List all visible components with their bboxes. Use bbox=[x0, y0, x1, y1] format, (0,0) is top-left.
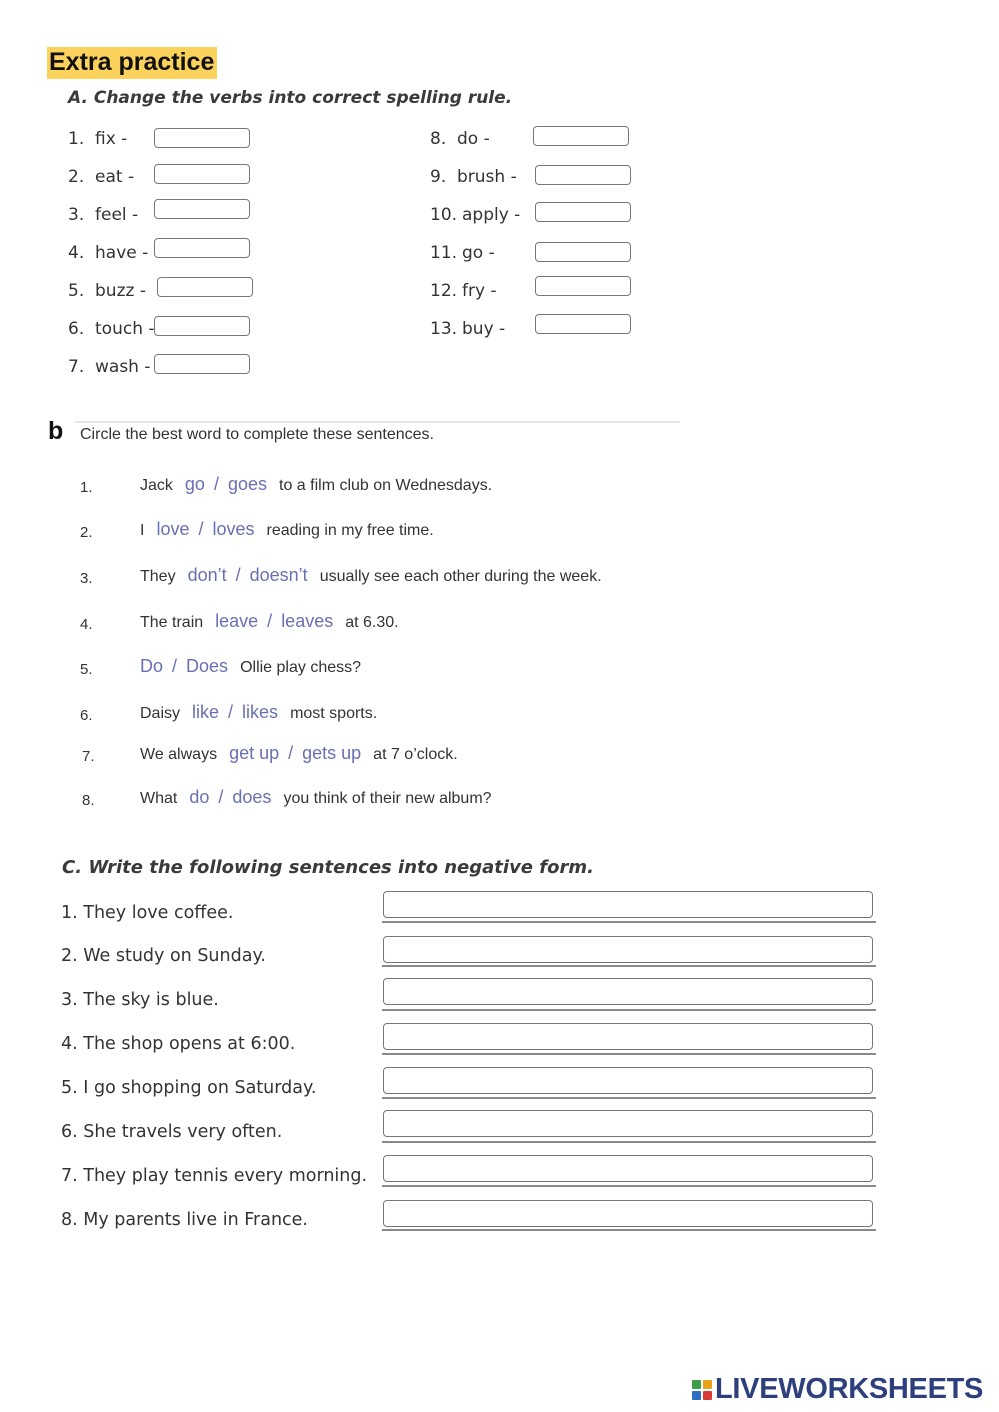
answer-box-fix[interactable] bbox=[154, 128, 250, 148]
option-2[interactable]: goes bbox=[227, 474, 267, 494]
answer-box-eat[interactable] bbox=[154, 164, 250, 184]
logo-text: LIVEWORKSHEETS bbox=[715, 1373, 984, 1405]
item-number: 1. bbox=[68, 129, 85, 149]
verb-word: do - bbox=[457, 129, 490, 149]
item-number: 2. bbox=[80, 524, 93, 541]
negative-sentence: 1. They love coffee. bbox=[61, 903, 234, 923]
verb-item bbox=[430, 167, 517, 187]
verb-item bbox=[430, 319, 505, 339]
choice-sentence: What do / does you think of their new album? bbox=[140, 787, 492, 807]
section-divider bbox=[75, 421, 680, 423]
item-number: 1. bbox=[80, 479, 93, 496]
option-2[interactable]: leaves bbox=[281, 611, 334, 631]
answer-underline bbox=[382, 1053, 876, 1055]
item-number: 8. bbox=[430, 129, 447, 149]
item-number: 11. bbox=[430, 243, 458, 263]
liveworksheets-logo bbox=[692, 1373, 983, 1406]
option-1[interactable]: love bbox=[156, 519, 190, 539]
verb-item bbox=[430, 243, 495, 263]
option-1[interactable]: like bbox=[192, 702, 220, 722]
section-b-instruction: Circle the best word to complete these sentences. bbox=[80, 426, 434, 443]
verb-word: have - bbox=[95, 243, 149, 263]
item-number: 9. bbox=[430, 167, 447, 187]
item-number: 6. bbox=[80, 707, 93, 724]
answer-box-buzz[interactable] bbox=[157, 277, 253, 297]
sentence-end: most sports. bbox=[290, 705, 378, 722]
option-1[interactable]: don’t bbox=[187, 565, 227, 585]
logo-square bbox=[692, 1391, 701, 1400]
verb-item bbox=[430, 205, 520, 225]
option-2[interactable]: likes bbox=[242, 702, 279, 722]
answer-box-do[interactable] bbox=[533, 126, 629, 146]
answer-box-wash[interactable] bbox=[154, 354, 250, 374]
item-number: 5. bbox=[80, 661, 93, 678]
item-number: 7. bbox=[68, 357, 85, 377]
logo-square bbox=[692, 1380, 701, 1389]
negative-answer-box[interactable] bbox=[383, 1023, 873, 1050]
choice-sentence: Jack go / goes to a film club on Wednesdays. bbox=[140, 474, 493, 494]
verb-word: go - bbox=[462, 243, 495, 263]
verb-word: fry - bbox=[462, 281, 497, 301]
answer-box-brush[interactable] bbox=[535, 165, 631, 185]
verb-item bbox=[68, 319, 155, 339]
verb-word: touch - bbox=[95, 319, 155, 339]
section-a-heading: A. Change the verbs into correct spelling rule. bbox=[68, 88, 513, 108]
answer-box-apply[interactable] bbox=[535, 202, 631, 222]
verb-word: fix - bbox=[95, 129, 128, 149]
negative-sentence: 5. I go shopping on Saturday. bbox=[61, 1078, 317, 1098]
verb-item bbox=[68, 357, 151, 377]
section-c-heading: C. Write the following sentences into negative form. bbox=[62, 857, 594, 878]
verb-item bbox=[430, 281, 497, 301]
section-b-letter: b bbox=[48, 417, 64, 445]
answer-box-fry[interactable] bbox=[535, 276, 631, 296]
choice-sentence: The train leave / leaves at 6.30. bbox=[140, 611, 399, 631]
verb-word: feel - bbox=[95, 205, 139, 225]
option-1[interactable]: leave bbox=[215, 611, 259, 631]
item-number: 8. bbox=[82, 792, 95, 809]
sentence-end: reading in my free time. bbox=[266, 522, 434, 539]
item-number: 6. bbox=[68, 319, 85, 339]
answer-box-feel[interactable] bbox=[154, 199, 250, 219]
option-1[interactable]: get up bbox=[229, 743, 280, 763]
verb-item bbox=[68, 205, 138, 225]
negative-sentence: 4. The shop opens at 6:00. bbox=[61, 1034, 296, 1054]
answer-box-touch[interactable] bbox=[154, 316, 250, 336]
sentence-end: Ollie play chess? bbox=[240, 659, 362, 676]
logo-square bbox=[703, 1380, 712, 1389]
negative-sentence: 6. She travels very often. bbox=[61, 1122, 283, 1142]
item-number: 7. bbox=[82, 748, 95, 765]
answer-underline bbox=[382, 1009, 876, 1011]
choice-sentence: Daisy like / likes most sports. bbox=[140, 702, 378, 722]
answer-underline bbox=[382, 921, 876, 923]
answer-box-go[interactable] bbox=[535, 242, 631, 262]
answer-underline bbox=[382, 1097, 876, 1099]
negative-answer-box[interactable] bbox=[383, 978, 873, 1005]
logo-icon bbox=[692, 1380, 712, 1400]
negative-sentence: 3. The sky is blue. bbox=[61, 990, 219, 1010]
item-number: 3. bbox=[80, 570, 93, 587]
negative-answer-box[interactable] bbox=[383, 936, 873, 963]
negative-answer-box[interactable] bbox=[383, 1067, 873, 1094]
option-2[interactable]: loves bbox=[212, 519, 255, 539]
verb-item bbox=[430, 129, 490, 149]
verb-word: wash - bbox=[95, 357, 151, 377]
negative-sentence: 7. They play tennis every morning. bbox=[61, 1166, 368, 1186]
sentence-start: The train bbox=[140, 614, 204, 631]
option-1[interactable]: Do bbox=[140, 656, 164, 676]
choice-sentence: We always get up / gets up at 7 o’clock. bbox=[140, 743, 458, 763]
item-number: 2. bbox=[68, 167, 85, 187]
item-number: 5. bbox=[68, 281, 85, 301]
option-2[interactable]: gets up bbox=[302, 743, 362, 763]
option-2[interactable]: doesn’t bbox=[249, 565, 308, 585]
sentence-end: usually see each other during the week. bbox=[319, 568, 602, 585]
logo-square bbox=[703, 1391, 712, 1400]
option-2[interactable]: does bbox=[232, 787, 272, 807]
item-number: 3. bbox=[68, 205, 85, 225]
negative-sentence: 8. My parents live in France. bbox=[61, 1210, 308, 1230]
item-number: 12. bbox=[430, 281, 458, 301]
negative-answer-box[interactable] bbox=[383, 1200, 873, 1227]
choice-sentence: They don’t / doesn’t usually see each other during the week. bbox=[140, 565, 602, 585]
sentence-end: to a film club on Wednesdays. bbox=[279, 477, 493, 494]
verb-word: eat - bbox=[95, 167, 135, 187]
negative-answer-box[interactable] bbox=[383, 1110, 873, 1137]
choice-sentence: I love / loves reading in my free time. bbox=[140, 519, 434, 539]
sentence-start: Jack bbox=[140, 477, 173, 494]
sentence-start: What bbox=[140, 790, 178, 807]
verb-item bbox=[68, 243, 148, 263]
verb-item bbox=[68, 167, 134, 187]
answer-underline bbox=[382, 965, 876, 967]
answer-box-have[interactable] bbox=[154, 238, 250, 258]
item-number: 10. bbox=[430, 205, 458, 225]
option-1[interactable]: go bbox=[184, 474, 205, 494]
verb-word: buzz - bbox=[95, 281, 146, 301]
answer-underline bbox=[382, 1229, 876, 1231]
choice-sentence: Do / Does Ollie play chess? bbox=[140, 656, 362, 676]
verb-word: apply - bbox=[462, 205, 521, 225]
verb-item bbox=[68, 129, 127, 149]
item-number: 4. bbox=[80, 616, 93, 633]
verb-item bbox=[68, 281, 146, 301]
option-2[interactable]: Does bbox=[186, 656, 229, 676]
sentence-start: We always bbox=[140, 746, 218, 763]
sentence-end: at 6.30. bbox=[345, 614, 399, 631]
option-1[interactable]: do bbox=[189, 787, 210, 807]
item-number: 13. bbox=[430, 319, 458, 339]
answer-underline bbox=[382, 1141, 876, 1143]
sentence-start: They bbox=[140, 568, 176, 585]
negative-answer-box[interactable] bbox=[383, 1155, 873, 1182]
answer-box-buy[interactable] bbox=[535, 314, 631, 334]
page-title: Extra practice bbox=[47, 47, 217, 79]
sentence-end: at 7 o’clock. bbox=[373, 746, 458, 763]
negative-answer-box[interactable] bbox=[383, 891, 873, 918]
verb-word: brush - bbox=[457, 167, 517, 187]
sentence-start: I bbox=[140, 522, 145, 539]
item-number: 4. bbox=[68, 243, 85, 263]
verb-word: buy - bbox=[462, 319, 506, 339]
answer-underline bbox=[382, 1185, 876, 1187]
sentence-end: you think of their new album? bbox=[283, 790, 492, 807]
negative-sentence: 2. We study on Sunday. bbox=[61, 946, 266, 966]
sentence-start: Daisy bbox=[140, 705, 181, 722]
